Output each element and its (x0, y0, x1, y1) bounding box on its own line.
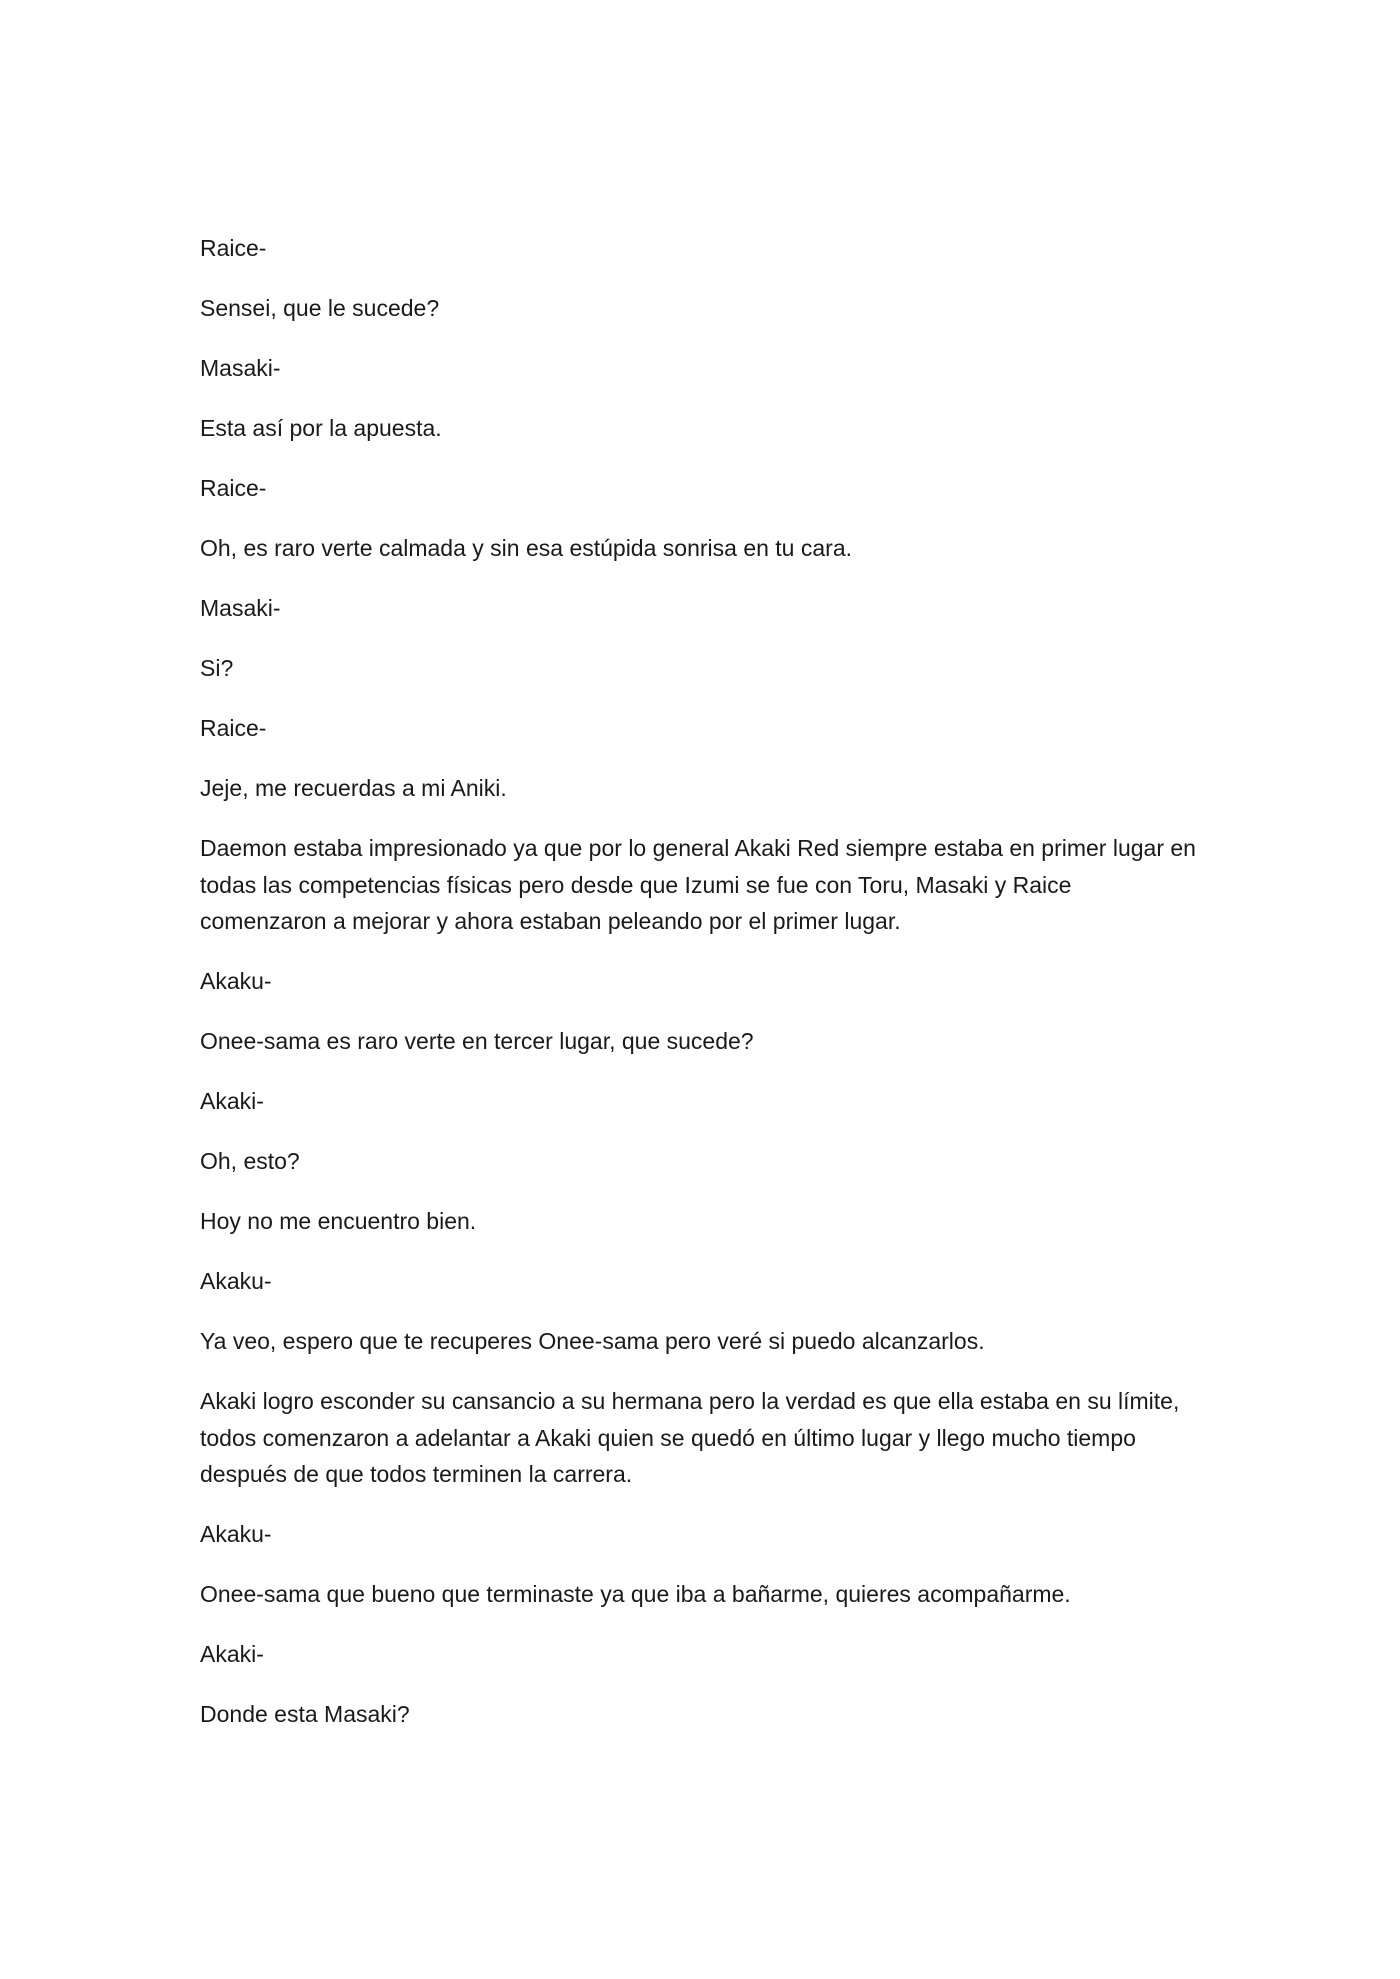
speaker-label: Akaku- (200, 968, 272, 994)
document-body (200, 230, 1200, 1756)
dialogue-line: Donde esta Masaki? (200, 1701, 410, 1727)
speaker-label: Akaku- (200, 1268, 272, 1294)
dialogue-line: Si? (200, 655, 234, 681)
dialogue-line: Jeje, me recuerdas a mi Aniki. (200, 775, 507, 801)
speaker-label: Raice- (200, 475, 267, 501)
dialogue-line: Sensei, que le sucede? (200, 295, 440, 321)
speaker-label: Akaki- (200, 1088, 264, 1114)
speaker-label: Masaki- (200, 595, 281, 621)
dialogue-line: Ya veo, espero que te recuperes Onee-sama pero veré si puedo alcanzarlos. (200, 1328, 985, 1354)
dialogue-line: Hoy no me encuentro bien. (200, 1208, 477, 1234)
dialogue-line: Onee-sama que bueno que terminaste ya que iba a bañarme, quieres acompañarme. (200, 1581, 1071, 1607)
narration-paragraph: Daemon estaba impresionado ya que por lo general Akaki Red siempre estaba en primer lugar en todas las competencias físicas pero desde que Izumi se fue con Toru, Masaki y Raice comenzaron a mejorar y ahora estaban peleando por el primer lugar. (200, 835, 1196, 934)
dialogue-line: Esta así por la apuesta. (200, 415, 442, 441)
speaker-label: Akaku- (200, 1521, 272, 1547)
dialogue-line: Onee-sama es raro verte en tercer lugar, que sucede? (200, 1028, 754, 1054)
speaker-label: Raice- (200, 235, 267, 261)
speaker-label: Raice- (200, 715, 267, 741)
speaker-label: Masaki- (200, 355, 281, 381)
dialogue-line: Oh, esto? (200, 1148, 300, 1174)
dialogue-line: Oh, es raro verte calmada y sin esa estúpida sonrisa en tu cara. (200, 535, 852, 561)
speaker-label: Akaki- (200, 1641, 264, 1667)
narration-paragraph: Akaki logro esconder su cansancio a su hermana pero la verdad es que ella estaba en su límite, todos comenzaron a adelantar a Akaki quien se quedó en último lugar y llego mucho tiempo después de que todos terminen la carrera. (200, 1388, 1180, 1487)
